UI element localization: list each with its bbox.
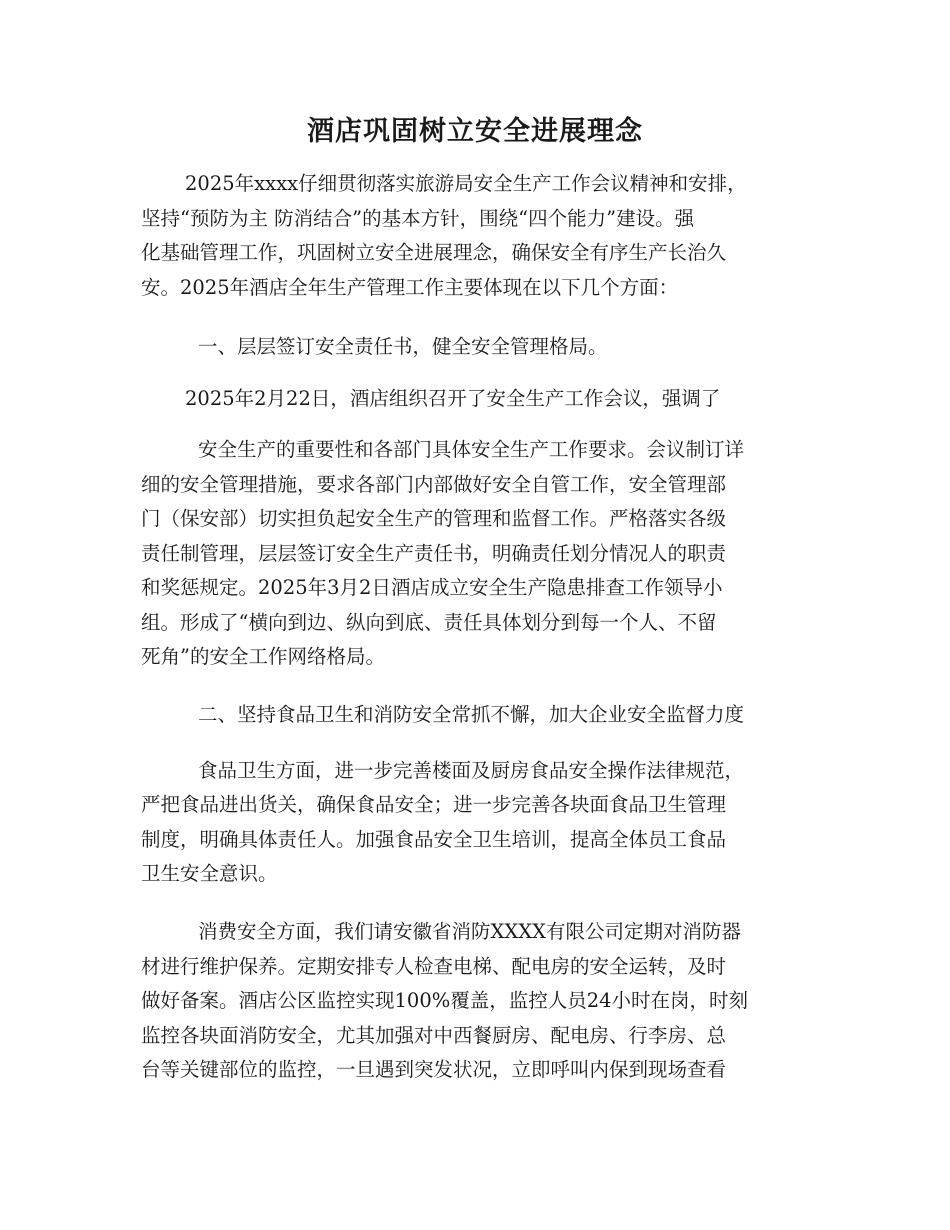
- text-line: 2025年2月22日，酒店组织召开了安全生产工作会议，强调了: [185, 387, 721, 410]
- text-line: 门（保安部）切实担负起安全生产的管理和监督工作。严格落实各级: [141, 507, 727, 530]
- text-line: 做好备案。酒店公区监控实现100%覆盖，监控人员24小时在岗，时刻: [141, 989, 749, 1012]
- text-line: 死角”的安全工作网络格局。: [141, 645, 385, 668]
- text-line: 消费安全方面，我们请安徽省消防XXXX有限公司定期对消防器: [198, 920, 742, 943]
- text-line: 台等关键部位的监控，一旦遇到突发状况，立即呼叫内保到现场查看: [141, 1058, 727, 1081]
- text-line: 和奖惩规定。2025年3月2日酒店成立安全生产隐患排查工作领导小: [141, 576, 723, 599]
- text-line: 材进行维护保养。定期安排专人检查电梯、配电房的安全运转，及时: [141, 955, 727, 978]
- text-line: 卫生安全意识。: [141, 862, 278, 885]
- text-line: 责任制管理，层层签订安全生产责任书，明确责任划分情况人的职责: [141, 542, 727, 565]
- text-line: 食品卫生方面，进一步完善楼面及厨房食品安全操作法律规范，: [198, 759, 745, 782]
- text-line: 安。2025年酒店全年生产管理工作主要体现在以下几个方面：: [141, 276, 679, 299]
- section-heading: 一、层层签订安全责任书，健全安全管理格局。: [198, 335, 608, 358]
- section-heading: 二、坚持食品卫生和消防安全常抓不懈，加大企业安全监督力度: [198, 703, 745, 726]
- text-line: 坚持“预防为主 防消结合”的基本方针，围绕“四个能力”建设。强: [141, 207, 695, 230]
- text-line: 严把食品进出货关，确保食品安全；进一步完善各块面食品卫生管理: [141, 793, 727, 816]
- text-line: 制度，明确具体责任人。加强食品安全卫生培训，提高全体员工食品: [141, 828, 727, 851]
- text-line: 安全生产的重要性和各部门具体安全生产工作要求。会议制订详: [198, 438, 745, 461]
- text-line: 细的安全管理措施，要求各部门内部做好安全自管工作，安全管理部: [141, 473, 727, 496]
- document-title: 酒店巩固树立安全进展理念: [307, 116, 643, 147]
- text-line: 监控各块面消防安全，尤其加强对中西餐厨房、配电房、行李房、总: [141, 1024, 727, 1047]
- text-line: 化基础管理工作，巩固树立安全进展理念，确保安全有序生产长治久: [141, 241, 727, 264]
- text-line: 2025年xxxx仔细贯彻落实旅游局安全生产工作会议精神和安排，: [185, 172, 747, 195]
- text-line: 组。形成了“横向到边、纵向到底、责任具体划分到每一个人、不留: [141, 611, 717, 634]
